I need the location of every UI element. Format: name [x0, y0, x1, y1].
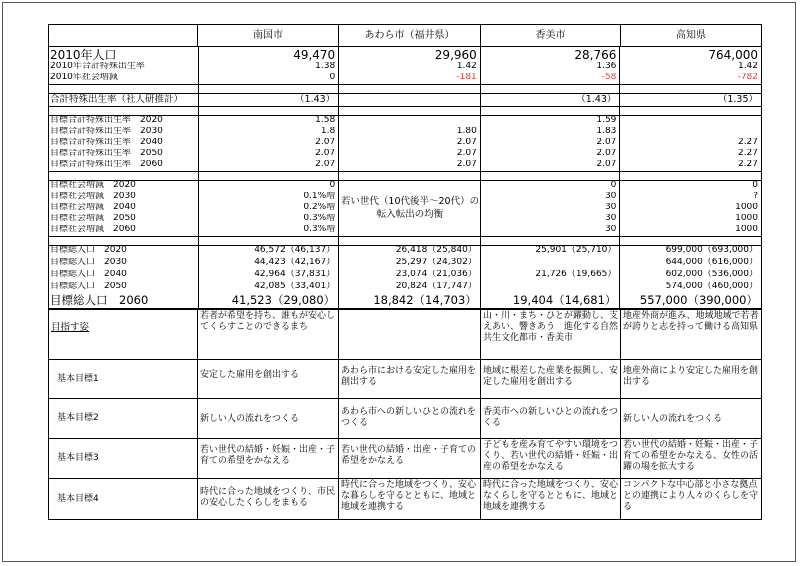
value-cell: 1.42 — [737, 62, 759, 71]
target-population-block — [48, 245, 762, 309]
value-cell: 1.8 — [199, 127, 340, 138]
value-cell: 44,423（42,167） — [199, 258, 340, 270]
vision-row — [48, 309, 762, 359]
row-label: 基本目標4 — [48, 478, 198, 519]
value-cell: 2.07 — [481, 160, 621, 171]
goal-row — [48, 438, 762, 478]
value-cell: 18,842（14,703） — [339, 294, 481, 308]
row-label: 目標総人口 2060 — [49, 294, 199, 308]
text-cell: 山・川・まち・ひとが躍動し、支えあい、響きあう 進化する自然共生文化都市・香美市 — [481, 309, 621, 359]
value-cell: 20,824（17,747） — [339, 282, 481, 294]
value-cell: 0 — [199, 181, 340, 192]
spacer-row — [48, 237, 762, 245]
header-cell-empty — [48, 24, 198, 46]
ipss-tfr-block — [48, 93, 762, 107]
goal-row — [48, 359, 762, 398]
target-population-row — [49, 246, 761, 258]
header-cell-kochi: 高知県 — [621, 24, 762, 46]
value-cell: 1.36 — [481, 62, 621, 73]
value-cell: 2.07 — [339, 160, 481, 171]
row-label: 目標総人口 2030 — [49, 258, 199, 270]
text-cell: 若者が希望を持ち、誰もが安心してくらすことのできるまち — [198, 309, 339, 359]
value-cell-negative: -181 — [339, 73, 481, 84]
value-cell-negative: -782 — [737, 73, 759, 82]
value-cell: ? — [753, 192, 759, 201]
text-cell: 安定した雇用を創出する — [198, 359, 339, 398]
value-cell — [481, 282, 621, 294]
target-tfr-row — [49, 160, 761, 171]
header-row — [48, 24, 762, 46]
text-cell: 時代に合った地域をつくり、安心な暮らしを守るとともに、地域と地域を連携する — [339, 478, 481, 519]
tfr-2010-row — [49, 62, 761, 73]
value-cell: 30 — [481, 203, 621, 214]
value-cell: 29,960 — [339, 47, 481, 62]
value-cell — [339, 181, 481, 192]
value-cell: 2.07 — [481, 149, 621, 160]
value-cell: 30 — [481, 225, 621, 236]
row-label: 目標合計特殊出生率 2040 — [49, 138, 199, 149]
target-population-row — [49, 282, 761, 294]
target-migration-block — [48, 180, 762, 237]
target-tfr-row — [49, 138, 761, 149]
target-population-row — [49, 258, 761, 270]
value-cell: 2.07 — [481, 138, 621, 149]
text-cell: 子どもを産み育てやすい環境をつくり、若い世代の結婚・妊娠・出産の希望をかなえる — [481, 438, 621, 478]
value-cell: 1000 — [735, 203, 759, 212]
text-cell: 地産外商により安定した雇用を創出する — [621, 359, 762, 398]
target-tfr-row — [49, 116, 761, 127]
row-label: 基本目標2 — [48, 398, 198, 438]
value-cell: 1000 — [735, 225, 759, 234]
row-label: 目標社会増減 2060 — [49, 225, 199, 236]
text-cell: あわら市における安定した雇用を創出する — [339, 359, 481, 398]
note-line: 転入転出の均衡 — [376, 209, 444, 220]
value-cell: 19,404（14,681） — [481, 294, 621, 308]
value-cell: 26,418（25,840） — [339, 246, 481, 258]
value-cell: 1.59 — [481, 116, 621, 127]
value-cell: 1.83 — [481, 127, 621, 138]
row-label: 合計特殊出生率（社人研推計） — [49, 94, 199, 106]
value-cell: 2.27 — [737, 138, 759, 147]
text-cell — [339, 309, 481, 359]
value-cell: 41,523（29,080） — [199, 294, 340, 308]
value-cell: 49,470 — [199, 47, 340, 62]
spacer-row — [48, 85, 762, 93]
value-cell: 2.07 — [199, 149, 340, 160]
ipss-tfr-row — [49, 94, 761, 106]
value-cell: 2.27 — [737, 160, 759, 169]
spacer-row — [48, 172, 762, 180]
text-cell: 新しい人の流れをつくる — [198, 398, 339, 438]
value-cell: 644,000（616,000） — [665, 258, 759, 267]
row-label: 目標社会増減 2050 — [49, 214, 199, 225]
target-population-row — [49, 270, 761, 282]
migration-2010-row — [49, 73, 761, 84]
value-cell: 46,572（46,137） — [199, 246, 340, 258]
value-cell: 2.07 — [199, 138, 340, 149]
row-label: 2010年合計特殊出生率 — [49, 62, 199, 73]
row-label: 目標合計特殊出生率 2060 — [49, 160, 199, 171]
value-cell — [620, 127, 761, 138]
row-label: 目標合計特殊出生率 2030 — [49, 127, 199, 138]
row-label: 2010年社会増減 — [49, 73, 199, 84]
text-cell: コンパクトな中心部と小さな拠点との連携により人々のくらしを守る — [621, 478, 762, 519]
row-label: 目標総人口 2050 — [49, 282, 199, 294]
row-label: 基本目標3 — [48, 438, 198, 478]
value-cell: 30 — [481, 192, 621, 203]
value-cell: 602,000（536,000） — [665, 270, 759, 279]
row-label: 目標総人口 2020 — [49, 246, 199, 258]
value-cell: 764,000 — [708, 48, 759, 62]
value-cell: 574,000（460,000） — [665, 282, 759, 291]
value-cell: 0 — [199, 73, 340, 84]
header-cell-awara: あわら市（福井県） — [339, 24, 481, 46]
text-cell: 時代に合った地域をつくり、市民の安心したくらしをまもる — [198, 478, 339, 519]
value-cell: 2.07 — [339, 138, 481, 149]
row-label: 目標合計特殊出生率 2020 — [49, 116, 199, 127]
population-2010-row — [49, 47, 761, 62]
text-cell: 若い世代の結婚・妊娠・出産・子育ての希望をかなえる、女性の活躍の場を拡大する — [621, 438, 762, 478]
value-cell: 28,766 — [481, 47, 621, 62]
value-cell: 0.3%増 — [199, 225, 340, 236]
text-cell: 地域に根差した産業を振興し、安定した雇用を創出する — [481, 359, 621, 398]
row-label: 目標社会増減 2020 — [49, 181, 199, 192]
spacer-row — [48, 107, 762, 115]
value-cell: 23,074（21,036） — [339, 270, 481, 282]
text-cell: 若い世代の結婚・出産・子育ての希望をかなえる — [339, 438, 481, 478]
row-label: 目標総人口 2040 — [49, 270, 199, 282]
target-migration-row — [49, 225, 761, 236]
value-cell: 0.2%増 — [199, 203, 340, 214]
value-cell: 1.58 — [199, 116, 340, 127]
header-cell-nankoku: 南国市 — [198, 24, 339, 46]
value-cell: 1000 — [735, 214, 759, 223]
value-cell: 1.38 — [199, 62, 340, 73]
value-cell: （1.43） — [199, 94, 340, 106]
value-cell: 25,297（24,302） — [339, 258, 481, 270]
row-label: 目標社会増減 2040 — [49, 203, 199, 214]
value-cell: 30 — [481, 214, 621, 225]
text-cell: 新しい人の流れをつくる — [621, 398, 762, 438]
text-cell: 若い世代の結婚・妊娠・出産・子育ての希望をかなえる — [198, 438, 339, 478]
value-cell: 0 — [481, 181, 621, 192]
value-cell: 25,901（25,710） — [481, 246, 621, 258]
value-cell: 1.80 — [339, 127, 481, 138]
value-cell — [339, 116, 481, 127]
text-cell: あわら市への新しいひとの流れをつくる — [339, 398, 481, 438]
value-cell: （1.43） — [481, 94, 621, 106]
value-cell: 0.1%増 — [199, 192, 340, 203]
value-cell: 0.3%増 — [199, 214, 340, 225]
value-cell: 0 — [752, 181, 759, 190]
target-tfr-row — [49, 127, 761, 138]
value-cell-negative: -58 — [481, 73, 621, 84]
value-cell: 42,964（37,831） — [199, 270, 340, 282]
value-cell — [620, 116, 761, 127]
value-cell: 21,726（19,665） — [481, 270, 621, 282]
value-cell: 699,000（693,000） — [665, 246, 759, 255]
value-cell: 42,085（33,401） — [199, 282, 340, 294]
target-migration-row — [49, 181, 761, 192]
value-cell — [339, 94, 481, 106]
value-cell: （1.35） — [717, 94, 759, 105]
row-label: 目標合計特殊出生率 2050 — [49, 149, 199, 160]
value-cell: 557,000（390,000） — [639, 294, 759, 307]
text-cell: 香美市への新しいひとの流れをつくる — [481, 398, 621, 438]
value-cell: 2.07 — [339, 149, 481, 160]
value-cell — [481, 258, 621, 270]
awara-migration-note — [339, 195, 481, 221]
value-cell: 2.27 — [737, 149, 759, 158]
note-line: 若い世代（10代後半～20代）の — [340, 196, 480, 207]
goal-row — [48, 398, 762, 438]
row-label: 基本目標1 — [48, 359, 198, 398]
target-tfr-block — [48, 115, 762, 172]
value-cell — [339, 225, 481, 236]
target-tfr-row — [49, 149, 761, 160]
value-cell: 2.07 — [199, 160, 340, 171]
comparison-table — [48, 24, 762, 520]
goal-row — [48, 478, 762, 520]
text-cell: 地産外商が進み、地域地域で若者が誇りと志を持って働ける高知県 — [621, 309, 762, 359]
text-cell: 時代に合った地域をつくり、安心なくらしを守るとともに、地域と地域を連携する — [481, 478, 621, 519]
row-label: 目標社会増減 2030 — [49, 192, 199, 203]
policy-goals-section — [48, 309, 762, 520]
baseline-2010-block — [48, 46, 762, 85]
row-label: 目指す姿 — [48, 309, 198, 359]
value-cell: 1.42 — [339, 62, 481, 73]
target-population-2060-row — [49, 294, 761, 308]
header-cell-kami: 香美市 — [481, 24, 621, 46]
row-label: 2010年人口 — [49, 47, 199, 62]
